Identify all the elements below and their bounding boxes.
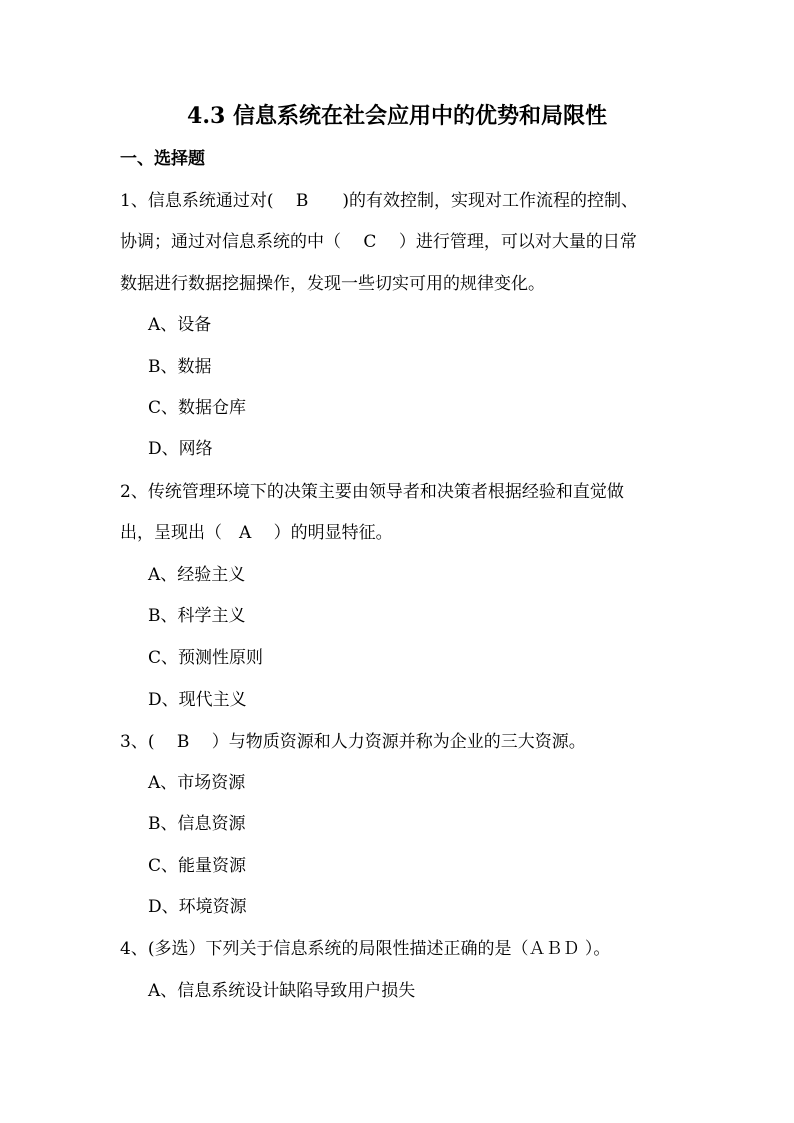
question-3-option-b: B、信息资源 (148, 814, 246, 834)
question-1-option-b: B、数据 (148, 357, 212, 377)
question-1-line-2: 协调；通过对信息系统的中（ C ）进行管理，可以对大量的日常 (120, 232, 637, 252)
question-1-line-3: 数据进行数据挖掘操作，发现一些切实可用的规律变化。 (120, 274, 545, 294)
question-3-option-d: D、环境资源 (148, 897, 247, 917)
question-4-line-1: 4、(多选）下列关于信息系统的局限性描述正确的是（ＡＢＤ ）。 (120, 939, 611, 959)
question-1-option-a: A、设备 (148, 315, 212, 335)
question-3-line-1: 3、( B ）与物质资源和人力资源并称为企业的三大资源。 (120, 732, 586, 752)
question-4-option-a: A、信息系统设计缺陷导致用户损失 (148, 981, 416, 1001)
question-3-option-c: C、能量资源 (148, 856, 247, 876)
question-2-option-c: C、预测性原则 (148, 648, 264, 668)
question-1-option-d: D、网络 (148, 439, 213, 459)
question-2-option-d: D、现代主义 (148, 690, 247, 710)
document-title: 4.3 信息系统在社会应用中的优势和局限性 (187, 103, 607, 129)
section-heading: 一、选择题 (120, 149, 205, 169)
question-2-line-1: 2、传统管理环境下的决策主要由领导者和决策者根据经验和直觉做 (120, 482, 624, 502)
question-2-option-b: B、科学主义 (148, 606, 246, 626)
question-1-option-c: C、数据仓库 (148, 398, 247, 418)
question-1-line-1: 1、信息系统通过对( B )的有效控制，实现对工作流程的控制、 (120, 191, 638, 211)
question-2-option-a: A、经验主义 (148, 565, 246, 585)
question-3-option-a: A、市场资源 (148, 773, 246, 793)
question-2-line-2: 出，呈现出（ A ）的明显特征。 (120, 523, 393, 543)
